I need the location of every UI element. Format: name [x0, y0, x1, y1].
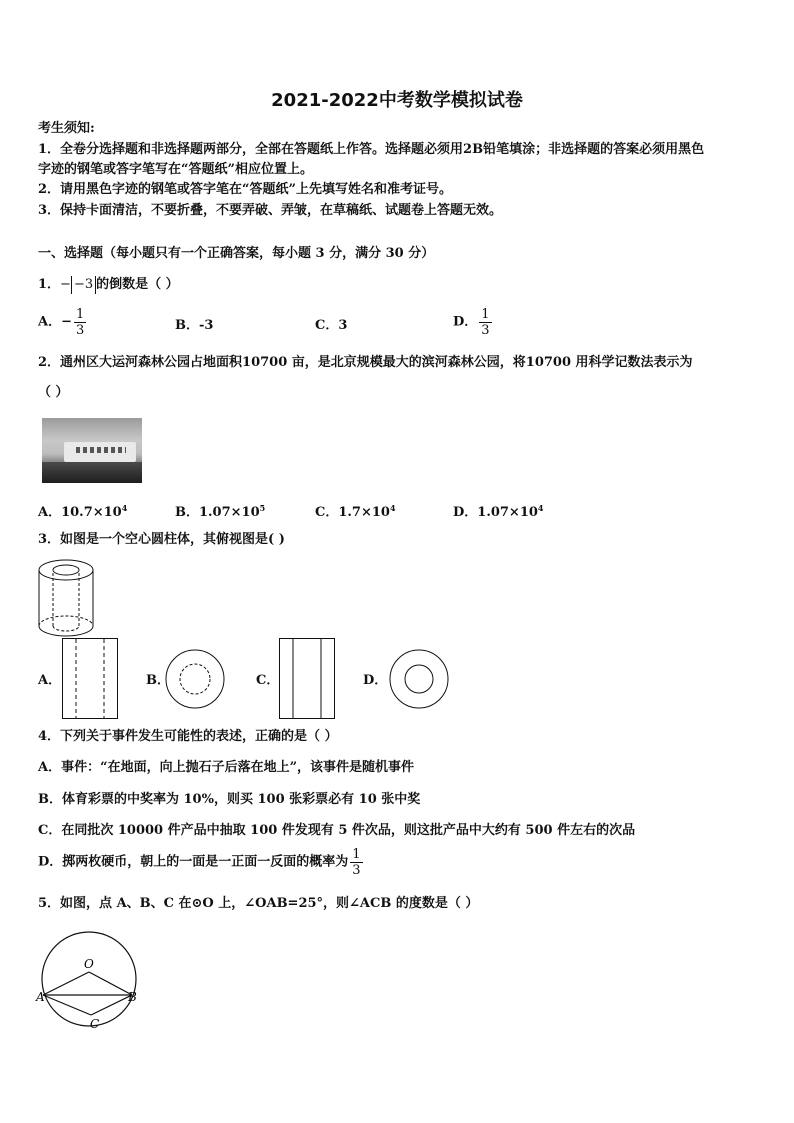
- q2-option-d: [453, 499, 544, 522]
- q4-option-d-fraction: [350, 847, 362, 878]
- q3-option-c-figure: [279, 638, 335, 720]
- q3-option-d-label: D．: [363, 673, 388, 688]
- point-label-a: A: [36, 990, 45, 1004]
- question-2: 2．通州区大运河森林公园占地面积10700 亩，是北京规模最大的滨河森林公园，将10700 用科学记数法表示为: [38, 355, 693, 370]
- q1-option-b: B．-3: [175, 318, 214, 333]
- hollow-cylinder-figure: [35, 558, 99, 638]
- question-3: 3．如图是一个空心圆柱体，其俯视图是( ): [38, 532, 285, 547]
- q1-option-d: [453, 307, 494, 338]
- q1-option-a-fraction: [74, 307, 86, 338]
- point-label-o: O: [84, 957, 94, 971]
- q2-option-c: [315, 499, 396, 522]
- q4-option-b: B．体育彩票的中奖率为 10%，则买 100 张彩票必有 10 张中奖: [38, 792, 421, 807]
- q1-suffix: 的倒数是（ ）: [96, 277, 179, 292]
- q1-option-d-label: D．: [453, 314, 478, 330]
- q1-option-c: C．3: [315, 318, 348, 333]
- q2-option-d-exponent: 4: [537, 503, 544, 513]
- notice-item-2: 2．请用黑色字迹的钢笔或答字笔在“答题纸”上先填写姓名和准考证号。: [38, 182, 453, 197]
- fraction-numerator: 1: [481, 307, 490, 322]
- q2-option-b-base: B．1.07×10: [175, 505, 260, 520]
- question-5: 5．如图，点 A、B、C 在⊙O 上，∠OAB=25°，则∠ACB 的度数是（ ）: [38, 896, 479, 911]
- q2-option-a-base: A．10.7×10: [38, 505, 122, 520]
- fraction-numerator: 1: [352, 847, 361, 862]
- monument-base: [42, 462, 142, 483]
- q1-option-a: [38, 307, 88, 338]
- notice-item-1: 1．全卷分选择题和非选择题两部分，全部在答题纸上作答。选择题必须用2B铅笔填涂；非选择题的答案必须用黑色: [38, 142, 705, 157]
- q3-option-b-label: B．: [146, 673, 170, 688]
- fraction-denominator: 3: [75, 323, 85, 338]
- circle-geometry-figure: [36, 928, 142, 1032]
- fraction-denominator: 3: [481, 323, 490, 338]
- q4-option-d-text: D．掷两枚硬币，朝上的一面是一正面一反面的概率为: [38, 854, 349, 870]
- q2-option-c-exponent: 4: [389, 503, 396, 513]
- point-label-c: C: [90, 1017, 100, 1031]
- park-monument-photo: [42, 418, 142, 483]
- q3-option-c-label: C．: [256, 673, 280, 688]
- q1-option-d-fraction: [479, 307, 491, 338]
- q3-option-a-label: A．: [38, 673, 62, 688]
- q4-option-d: [38, 847, 365, 878]
- q1-minus: −: [60, 277, 71, 292]
- question-4: 4．下列关于事件发生可能性的表述，正确的是（ ）: [38, 729, 338, 744]
- q2-option-a-exponent: 4: [121, 503, 128, 513]
- q2-option-d-base: D．1.07×10: [453, 505, 538, 520]
- notice-heading: 考生须知:: [38, 121, 95, 136]
- question-1: [38, 276, 179, 294]
- question-2-blank: （ ）: [38, 385, 69, 400]
- q2-option-c-base: C．1.7×10: [315, 505, 390, 520]
- exam-title: 2021-2022中考数学模拟试卷: [271, 90, 523, 111]
- q1-option-a-label: A．−: [38, 314, 72, 330]
- q3-option-b-figure: [164, 648, 226, 710]
- notice-item-3: 3．保持卡面清洁，不要折叠，不要弄破、弄皱，在草稿纸、试题卷上答题无效。: [38, 203, 503, 218]
- section-heading-choice: 一、选择题（每小题只有一个正确答案，每小题 3 分，满分 30 分）: [38, 246, 435, 261]
- fraction-denominator: 3: [352, 863, 361, 878]
- q4-option-c: C．在同批次 10000 件产品中抽取 100 件发现有 5 件次品，则这批产品中大约有 500 件左右的次品: [38, 823, 636, 838]
- q2-option-a: [38, 499, 127, 522]
- monument-inscription: [76, 447, 126, 453]
- q3-option-a-figure: [62, 638, 118, 720]
- q4-option-a: A．事件：“在地面，向上抛石子后落在地上”，该事件是随机事件: [38, 760, 415, 775]
- point-label-b: B: [128, 990, 137, 1004]
- q3-option-d-figure: [388, 648, 450, 710]
- notice-item-1-cont: 字迹的钢笔或答字笔写在“答题纸”相应位置上。: [38, 162, 313, 177]
- fraction-numerator: 1: [75, 307, 85, 322]
- q1-absolute-value: −3: [71, 276, 96, 294]
- q1-prefix: 1．: [38, 277, 61, 292]
- q2-option-b-exponent: 5: [259, 503, 266, 513]
- q2-option-b: [175, 499, 265, 522]
